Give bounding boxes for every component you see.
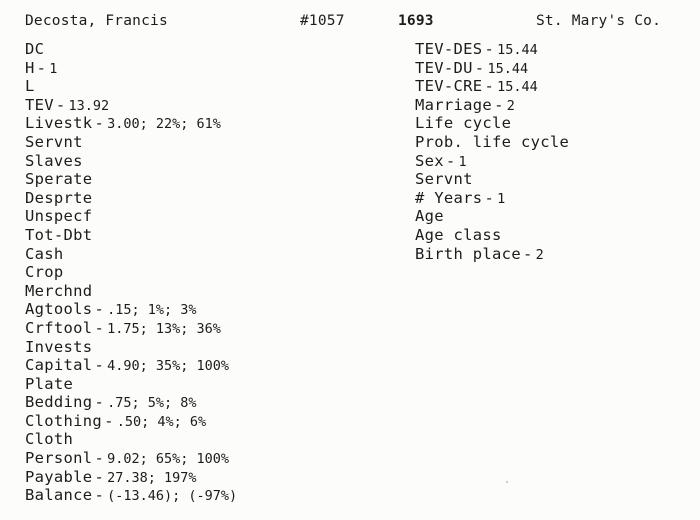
field-separator: - bbox=[94, 114, 105, 133]
record-year: 1693 bbox=[398, 13, 434, 29]
field-label: Servnt bbox=[415, 170, 473, 189]
field-row-tev-des bbox=[415, 40, 569, 59]
field-value: 1 bbox=[49, 60, 58, 77]
field-separator: - bbox=[494, 95, 504, 114]
field-value: 3.00; 22%; 61% bbox=[107, 116, 221, 133]
field-label: Prob. life cycle bbox=[415, 132, 570, 151]
field-value: 15.44 bbox=[497, 42, 538, 58]
field-row-age bbox=[415, 207, 569, 226]
field-value: 1 bbox=[458, 153, 467, 170]
field-label: Plate bbox=[25, 374, 74, 393]
field-label: TEV-CRE bbox=[415, 77, 483, 96]
field-row-tot-dbt bbox=[25, 226, 237, 245]
field-row-birth-place bbox=[415, 245, 569, 264]
field-separator: - bbox=[94, 486, 105, 505]
field-value: 13.92 bbox=[68, 97, 110, 114]
field-separator: - bbox=[484, 188, 495, 207]
field-label: Slaves bbox=[25, 151, 83, 170]
field-label: Capital bbox=[25, 356, 93, 375]
field-label: Crftool bbox=[25, 318, 93, 337]
field-row-l bbox=[25, 77, 237, 96]
field-row-crop bbox=[25, 263, 237, 282]
field-row-servnt bbox=[25, 133, 237, 152]
field-separator: - bbox=[522, 244, 533, 263]
field-label: Age bbox=[415, 207, 444, 226]
field-row-desprte bbox=[25, 189, 237, 208]
field-separator: - bbox=[94, 300, 105, 319]
field-row-marriage bbox=[415, 96, 569, 115]
field-value: 15.44 bbox=[497, 79, 538, 96]
field-label: TEV-DU bbox=[415, 58, 473, 77]
field-label: Balance bbox=[25, 486, 93, 505]
field-row-dc bbox=[25, 40, 237, 59]
field-row-invests bbox=[25, 338, 237, 357]
field-separator: - bbox=[484, 77, 495, 96]
field-row-capital bbox=[25, 356, 237, 375]
field-row-merchnd bbox=[25, 282, 237, 301]
field-row-payable bbox=[25, 468, 237, 487]
field-row-life-cycle bbox=[415, 114, 569, 133]
field-separator: - bbox=[94, 467, 105, 486]
field-label: Personl bbox=[25, 449, 93, 468]
field-separator: - bbox=[484, 40, 495, 58]
field-separator: - bbox=[36, 58, 47, 77]
field-row-sperate bbox=[25, 170, 237, 189]
field-value: 15.44 bbox=[487, 60, 529, 77]
field-row-servnt bbox=[415, 170, 569, 189]
field-separator: - bbox=[94, 449, 105, 468]
field-row-agtools bbox=[25, 300, 237, 319]
field-label: Crop bbox=[25, 263, 64, 282]
field-row-plate bbox=[25, 375, 237, 394]
field-label: Age class bbox=[415, 225, 502, 244]
field-separator: - bbox=[94, 393, 105, 412]
field-row-prob-life-cycle bbox=[415, 133, 569, 152]
field-separator: - bbox=[55, 95, 66, 114]
field-row-crftool bbox=[25, 319, 237, 338]
field-row-slaves bbox=[25, 152, 237, 171]
field-row-cloth bbox=[25, 430, 237, 449]
right-field-column bbox=[415, 40, 569, 263]
field-label: TEV bbox=[25, 95, 54, 114]
field-row-age-class bbox=[415, 226, 569, 245]
field-value: 2 bbox=[535, 246, 544, 263]
field-label: Invests bbox=[25, 337, 93, 356]
field-label: Servnt bbox=[25, 132, 83, 151]
field-label: Marriage bbox=[415, 95, 493, 114]
field-separator: - bbox=[94, 318, 105, 337]
field-separator: - bbox=[94, 356, 105, 375]
field-label: Birth place bbox=[415, 244, 521, 263]
field-label: Cash bbox=[25, 244, 64, 263]
field-value: 1.75; 13%; 36% bbox=[107, 320, 221, 337]
field-row-tev-cre bbox=[415, 77, 569, 96]
field-label: Payable bbox=[25, 467, 93, 486]
field-label: L bbox=[25, 77, 35, 96]
field-separator: - bbox=[104, 411, 114, 430]
field-label: Merchnd bbox=[25, 281, 93, 300]
field-value: .75; 5%; 8% bbox=[107, 395, 197, 412]
field-value: 9.02; 65%; 100% bbox=[107, 451, 229, 468]
field-row-tev-du bbox=[415, 59, 569, 78]
field-separator: - bbox=[474, 58, 485, 77]
field-value: (-13.46); (-97%) bbox=[107, 488, 238, 505]
field-label: # Years bbox=[415, 188, 483, 207]
field-row-unspecf bbox=[25, 207, 237, 226]
field-value: 4.90; 35%; 100% bbox=[107, 358, 229, 375]
field-row-clothing bbox=[25, 412, 237, 431]
field-row-tev bbox=[25, 96, 237, 115]
field-label: DC bbox=[25, 40, 45, 58]
field-label: Cloth bbox=[25, 430, 74, 449]
field-separator: - bbox=[445, 151, 456, 170]
county-name: St. Mary's Co. bbox=[536, 13, 662, 29]
paper-speck bbox=[506, 481, 508, 483]
field-label: Unspecf bbox=[25, 207, 93, 226]
field-label: Livestk bbox=[25, 114, 93, 133]
field-row-bedding bbox=[25, 393, 237, 412]
field-row-livestk bbox=[25, 114, 237, 133]
field-row-sex bbox=[415, 152, 569, 171]
field-row-years bbox=[415, 189, 569, 208]
field-value: 2 bbox=[506, 97, 515, 114]
field-row-balance bbox=[25, 486, 237, 505]
field-label: Sperate bbox=[25, 170, 93, 189]
field-label: Agtools bbox=[25, 300, 93, 319]
field-label: TEV-DES bbox=[415, 40, 483, 58]
record-number: #1057 bbox=[300, 13, 345, 29]
field-label: Desprte bbox=[25, 188, 93, 207]
field-label: Bedding bbox=[25, 393, 93, 412]
field-row-h bbox=[25, 59, 237, 78]
field-value: .15; 1%; 3% bbox=[107, 302, 197, 319]
decedent-name: Decosta, Francis bbox=[25, 13, 168, 29]
left-field-column bbox=[25, 40, 237, 505]
field-label: H bbox=[25, 58, 35, 77]
field-label: Clothing bbox=[25, 411, 103, 430]
field-label: Tot-Dbt bbox=[25, 225, 93, 244]
field-value: 1 bbox=[497, 190, 506, 207]
field-row-personl bbox=[25, 449, 237, 468]
field-label: Sex bbox=[415, 151, 444, 170]
field-value: 27.38; 197% bbox=[107, 469, 197, 486]
field-value: .50; 4%; 6% bbox=[116, 413, 207, 430]
field-row-cash bbox=[25, 245, 237, 264]
field-label: Life cycle bbox=[415, 114, 512, 133]
